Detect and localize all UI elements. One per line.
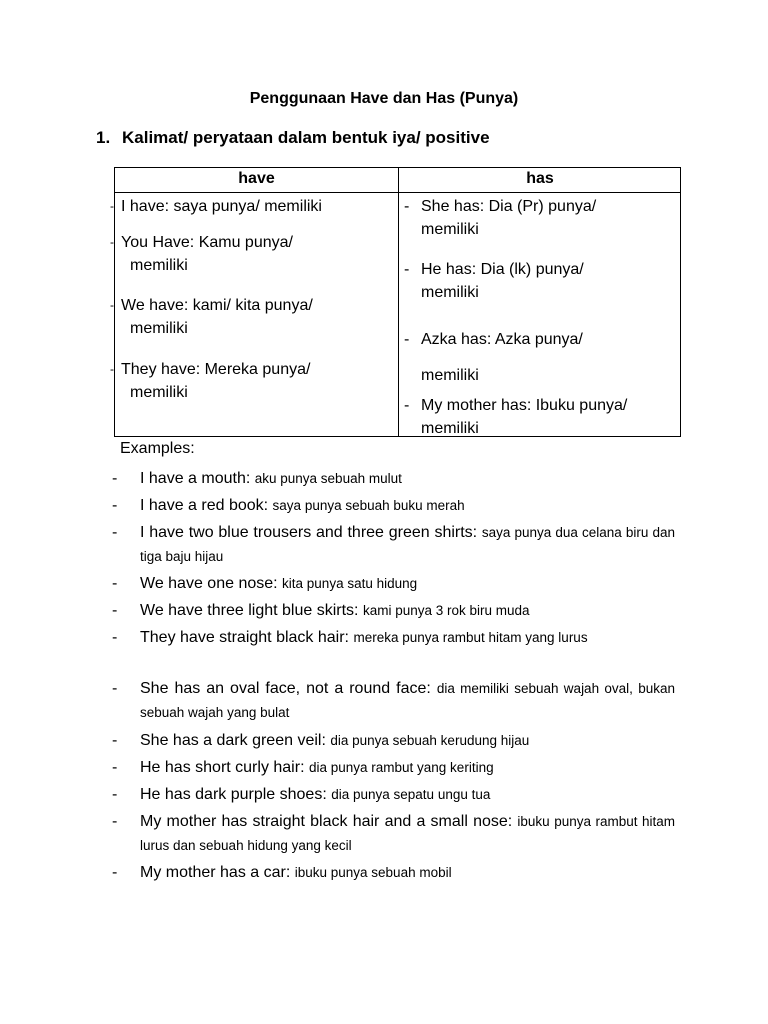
bullet-dash: - xyxy=(110,199,114,213)
bullet-dash: - xyxy=(112,732,118,749)
example-translation: kami punya 3 rok biru muda xyxy=(362,603,530,618)
table-cell-has-2: - He has: Dia (lk) punya/ memiliki xyxy=(404,258,674,304)
example-english: I have two blue trousers and three green shirts: xyxy=(140,524,478,541)
example-translation: saya punya dua celana biru dan tiga baju hijau xyxy=(140,525,676,564)
example-translation: dia punya rambut yang keriting xyxy=(308,760,494,775)
example-translation: kita punya satu hidung xyxy=(282,576,418,591)
example-item-11 xyxy=(112,810,675,858)
example-english: My mother has straight black hair and a small nose: xyxy=(140,813,513,830)
bullet-dash: - xyxy=(112,680,118,697)
example-translation: ibuku punya sebuah mobil xyxy=(294,865,452,880)
example-item-1 xyxy=(112,467,675,491)
example-english: I have a red book: xyxy=(140,497,269,514)
example-english: He has short curly hair: xyxy=(140,759,305,776)
example-english: I have a mouth: xyxy=(140,470,251,487)
example-translation: saya punya sebuah buku merah xyxy=(272,498,465,513)
example-english: She has an oval face, not a round face: xyxy=(140,680,431,697)
table-cell-have-1: - I have: saya punya/ memiliki xyxy=(115,195,389,218)
bullet-dash: - xyxy=(112,497,118,514)
bullet-dash: - xyxy=(112,786,118,803)
section-number: 1. xyxy=(96,128,111,147)
table-cell-have-3: - We have: kami/ kita punya/ memiliki xyxy=(115,294,389,340)
bullet-dash: - xyxy=(404,261,410,278)
bullet-dash: - xyxy=(110,298,114,312)
example-item-10 xyxy=(112,783,675,807)
example-english: They have straight black hair: xyxy=(140,629,349,646)
section-heading-text: Kalimat/ peryataan dalam bentuk iya/ positive xyxy=(122,128,490,147)
table-column-divider xyxy=(398,168,399,436)
table-cell-has-3: - Azka has: Azka punya/ memiliki xyxy=(404,322,674,394)
example-translation: mereka punya rambut hitam yang lurus xyxy=(353,630,588,645)
table-cell-have-4: - They have: Mereka punya/ memiliki xyxy=(115,358,389,404)
example-item-3 xyxy=(112,521,675,569)
bullet-dash: - xyxy=(404,331,410,348)
example-item-7 xyxy=(112,677,675,725)
example-translation: dia punya sebuah kerudung hijau xyxy=(330,733,530,748)
example-item-8 xyxy=(112,729,675,753)
example-english: We have one nose: xyxy=(140,575,278,592)
bullet-dash: - xyxy=(112,759,118,776)
example-translation: dia punya sepatu ungu tua xyxy=(331,787,491,802)
example-item-2 xyxy=(112,494,675,518)
bullet-dash: - xyxy=(404,198,410,215)
bullet-dash: - xyxy=(112,864,118,881)
bullet-dash: - xyxy=(110,362,114,376)
table-header-divider xyxy=(115,192,680,193)
table-header-have: have xyxy=(238,170,275,187)
bullet-dash: - xyxy=(112,629,118,646)
section-heading xyxy=(96,128,490,148)
bullet-dash: - xyxy=(112,575,118,592)
page-title: Penggunaan Have dan Has (Punya) xyxy=(249,90,519,107)
bullet-dash: - xyxy=(404,397,410,414)
example-english: My mother has a car: xyxy=(140,864,291,881)
example-item-5 xyxy=(112,599,675,623)
table-cell-has-4: - My mother has: Ibuku punya/ memiliki xyxy=(404,394,674,440)
bullet-dash: - xyxy=(112,470,118,487)
bullet-dash: - xyxy=(110,235,114,249)
examples-label: Examples: xyxy=(120,440,195,457)
table-header-has: has xyxy=(526,170,554,187)
example-english: He has dark purple shoes: xyxy=(140,786,327,803)
table-cell-has-1: - She has: Dia (Pr) punya/ memiliki xyxy=(404,195,674,241)
table-cell-have-2: - You Have: Kamu punya/ memiliki xyxy=(115,231,389,277)
example-translation: dia memiliki sebuah wajah oval, bukan sebuah wajah yang bulat xyxy=(140,681,675,720)
example-english: We have three light blue skirts: xyxy=(140,602,359,619)
bullet-dash: - xyxy=(112,524,118,541)
example-english: She has a dark green veil: xyxy=(140,732,326,749)
example-translation: ibuku punya rambut hitam lurus dan sebuah hidung yang kecil xyxy=(140,814,675,853)
example-item-4 xyxy=(112,572,675,596)
example-translation: aku punya sebuah mulut xyxy=(254,471,402,486)
example-item-6 xyxy=(112,626,675,650)
have-has-table xyxy=(110,167,681,437)
bullet-dash: - xyxy=(112,602,118,619)
example-item-12 xyxy=(112,861,675,885)
example-item-9 xyxy=(112,756,675,780)
bullet-dash: - xyxy=(112,813,118,830)
